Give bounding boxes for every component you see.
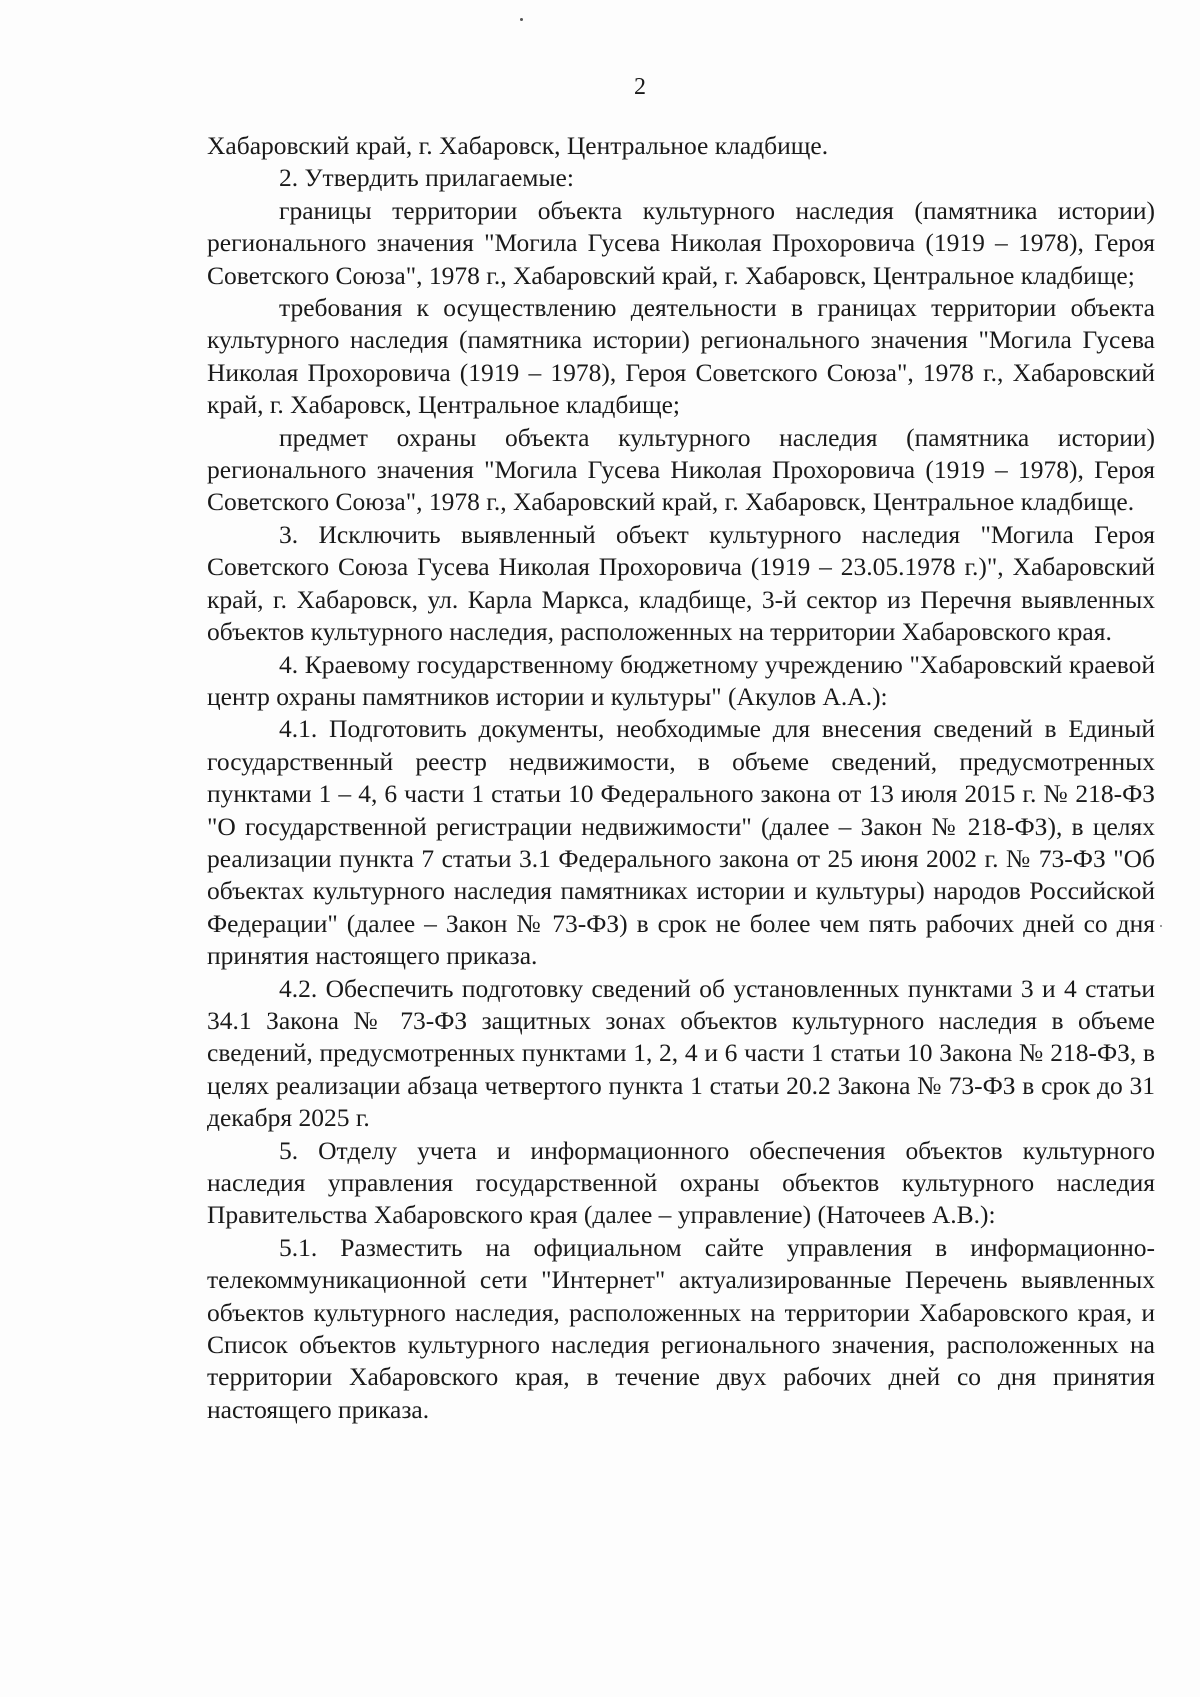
document-body (207, 130, 1155, 1426)
paragraph-item-4-1: 4.1. Подготовить документы, необходимые для внесения сведений в Единый государственный реестр недвижимости, в объеме сведений, предусмотренных пунктами 1 – 4, 6 части 1 статьи 10 Федерального закона от 13 июля 2015 г. № 218-ФЗ "О государственной регистрации недвижимости" (далее – Закон № 218-ФЗ), в целях реализации пункта 7 статьи 3.1 Федерального закона от 25 июня 2002 г. № 73-ФЗ "Об объектах культурного наследия памятниках истории и культуры) народов Российской Федерации" (далее – Закон № 73-ФЗ) в срок не более чем пять рабочих дней со дня принятия настоящего приказа. (207, 714, 1155, 971)
scan-mark (1160, 925, 1162, 927)
paragraph-item-4: 4. Краевому государственному бюджетному учреждению "Хабаровский краевой центр охраны памятников истории и культуры" (Акулов А.А.): (207, 649, 1155, 711)
paragraph-item-4-2: 4.2. Обеспечить подготовку сведений об установленных пунктами 3 и 4 статьи 34.1 Закона № 73-ФЗ защитных зонах объектов культурного наследия в объеме сведений, предусмотренных пунктами 1, 2, 4 и 6 части 1 статьи 10 Закона № 218-ФЗ, в целях реализации абзаца четвертого пункта 1 статьи 20.2 Закона № 73-ФЗ в срок до 31 декабря 2025 г. (207, 973, 1155, 1133)
page-number: 2 (634, 74, 646, 100)
paragraph-protection-subject: предмет охраны объекта культурного наследия (памятника истории) регионального значения "Могила Гусева Николая Прохоровича (1919 – 1978), Героя Советского Союза", 1978 г., Хабаровский край, г. Хабаровск, Центральное кладбище. (207, 422, 1155, 517)
paragraph-item-3: 3. Исключить выявленный объект культурного наследия "Могила Героя Советского Союза Гусева Николая Прохоровича (1919 – 23.05.1978 г.)", Хабаровский край, г. Хабаровск, ул. Карла Маркса, кладбище, 3-й сектор из Перечня выявленных объектов культурного наследия, расположенных на территории Хабаровского края. (207, 519, 1155, 647)
paragraph-item-5-1: 5.1. Разместить на официальном сайте управления в информационно-телекоммуникационной сети "Интернет" актуализированные Перечень выявленных объектов культурного наследия, расположенных на территории Хабаровского края, и Список объектов культурного наследия регионального значения, расположенных на территории Хабаровского края, в течение двух рабочих дней со дня принятия настоящего приказа. (207, 1232, 1155, 1424)
paragraph-continuation: Хабаровский край, г. Хабаровск, Центральное кладбище. (207, 131, 829, 160)
paragraph-item-5: 5. Отделу учета и информационного обеспечения объектов культурного наследия управления государственной охраны объектов культурного наследия Правительства Хабаровского края (далее – управление) (Наточеев А.В.): (207, 1135, 1155, 1230)
paragraph-boundaries: границы территории объекта культурного наследия (памятника истории) регионального значения "Могила Гусева Николая Прохоровича (1919 – 1978), Героя Советского Союза", 1978 г., Хабаровский край, г. Хабаровск, Центральное кладбище; (207, 195, 1155, 290)
scan-speck (520, 18, 523, 21)
paragraph-requirements: требования к осуществлению деятельности в границах территории объекта культурного наследия (памятника истории) регионального значения "Могила Гусева Николая Прохоровича (1919 – 1978), Героя Советского Союза", 1978 г., Хабаровский край, г. Хабаровск, Центральное кладбище; (207, 293, 1155, 420)
paragraph-item-2: 2. Утвердить прилагаемые: (279, 163, 574, 193)
